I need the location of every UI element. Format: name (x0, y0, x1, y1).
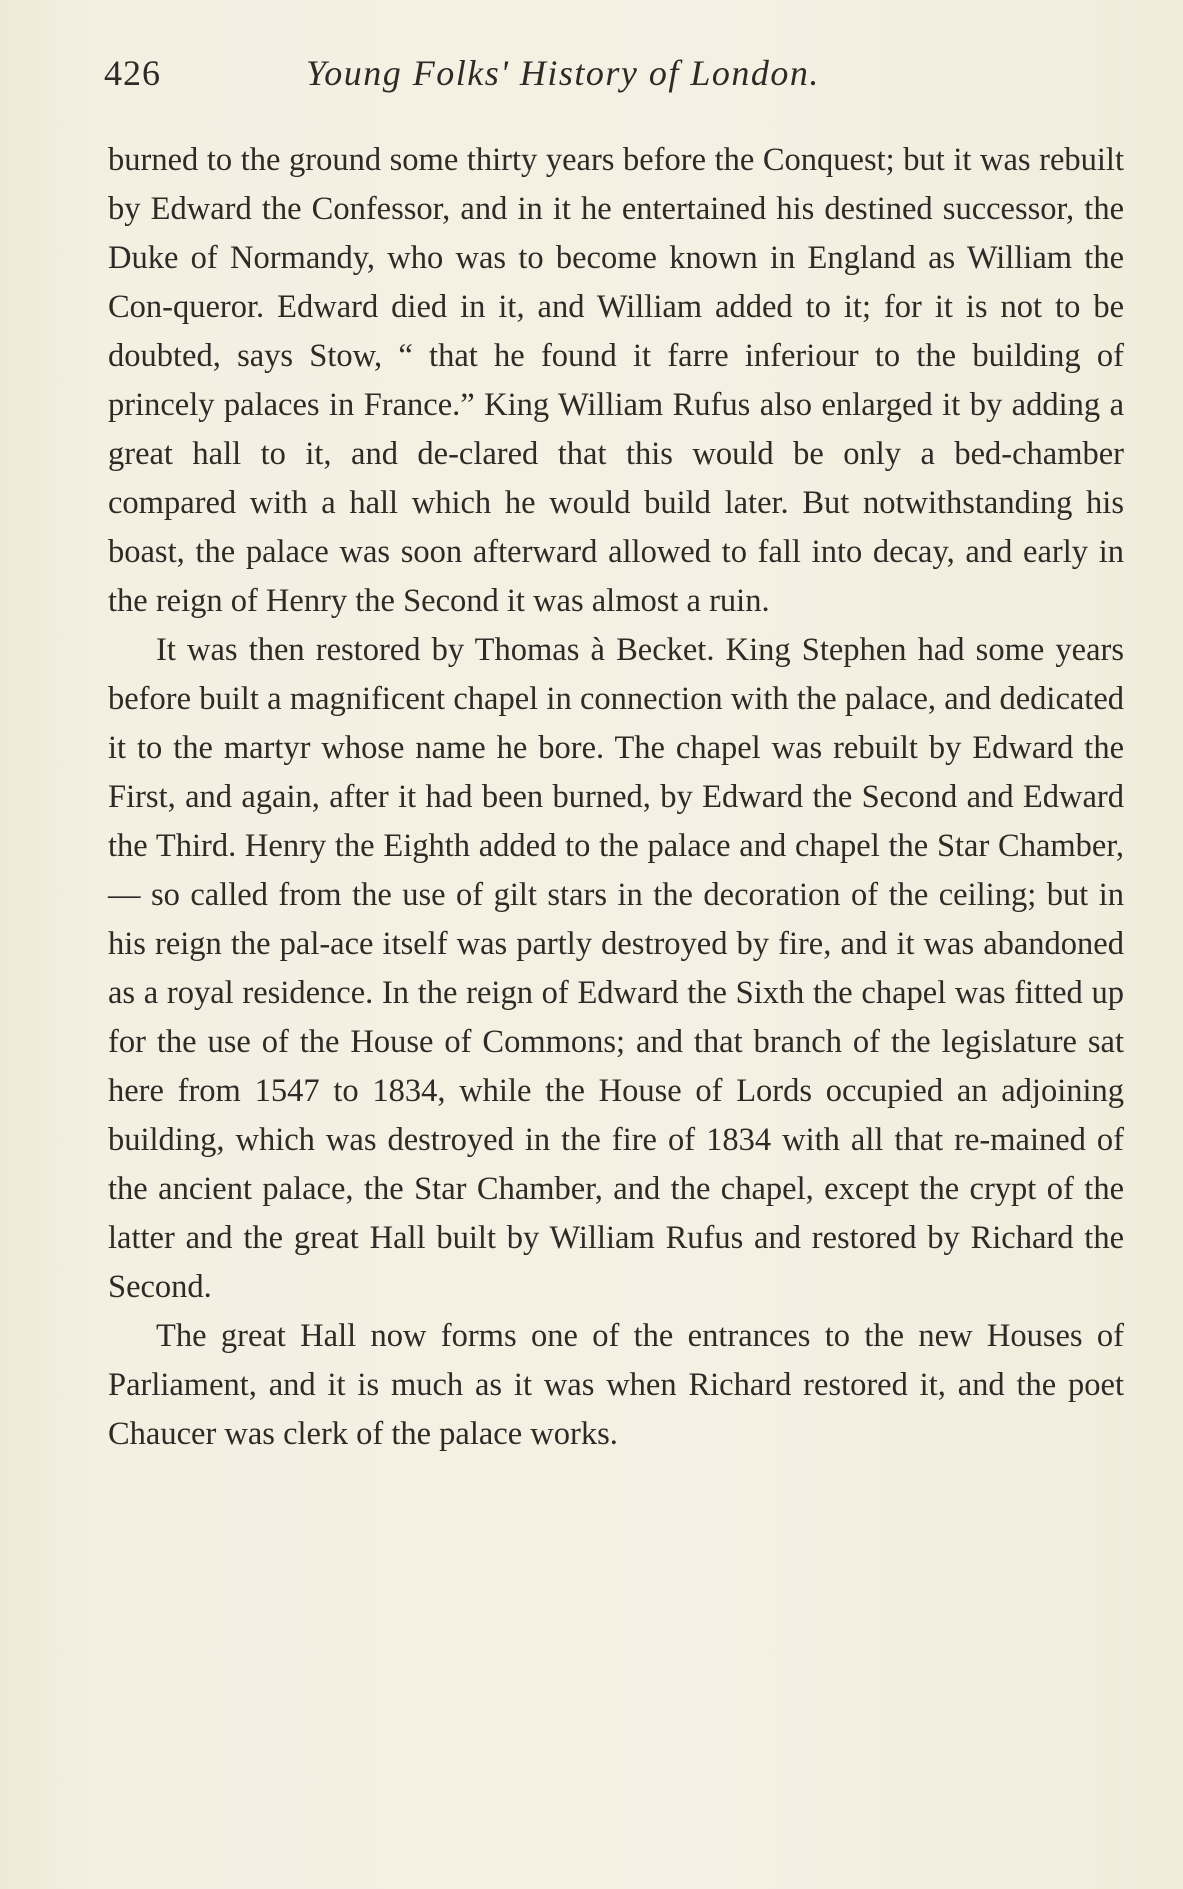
paragraph: It was then restored by Thomas à Becket. King Stephen had some years before built a magnificent chapel in connection with the palace, and dedicated it to the martyr whose name he bore. The chapel was rebuilt by Edward the First, and again, after it had been burned, by Edward the Second and Edward the Third. Henry the Eighth added to the palace and chapel the Star Chamber,— so called from the use of gilt stars in the decoration of the ceiling; but in his reign the pal-ace itself was partly destroyed by fire, and it was abandoned as a royal residence. In the reign of Edward the Sixth the chapel was fitted up for the use of the House of Commons; and that branch of the legislature sat here from 1547 to 1834, while the House of Lords occupied an adjoining building, which was destroyed in the fire of 1834 with all that re-mained of the ancient palace, the Star Chamber, and the chapel, except the crypt of the latter and the great Hall built by William Rufus and restored by Richard the Second. (108, 632, 1124, 1305)
page-header (104, 52, 964, 102)
body-text (108, 136, 1124, 1459)
paragraph: The great Hall now forms one of the entrances to the new Houses of Parliament, and it is much as it was when Richard restored it, and the poet Chaucer was clerk of the palace works. (108, 1318, 1124, 1452)
page-number: 426 (104, 53, 161, 93)
running-title: Young Folks' History of London. (306, 53, 820, 93)
paragraph: burned to the ground some thirty years before the Conquest; but it was rebuilt by Edward the Confessor, and in it he entertained his destined successor, the Duke of Normandy, who was to become known in England as William the Con-queror. Edward died in it, and William added to it; for it is not to be doubted, says Stow, “ that he found it farre inferiour to the building of princely palaces in France.” King William Rufus also enlarged it by adding a great hall to it, and de-clared that this would be only a bed-chamber compared with a hall which he would build later. But notwithstanding his boast, the palace was soon afterward allowed to fall into decay, and early in the reign of Henry the Second it was almost a ruin. (108, 142, 1124, 619)
